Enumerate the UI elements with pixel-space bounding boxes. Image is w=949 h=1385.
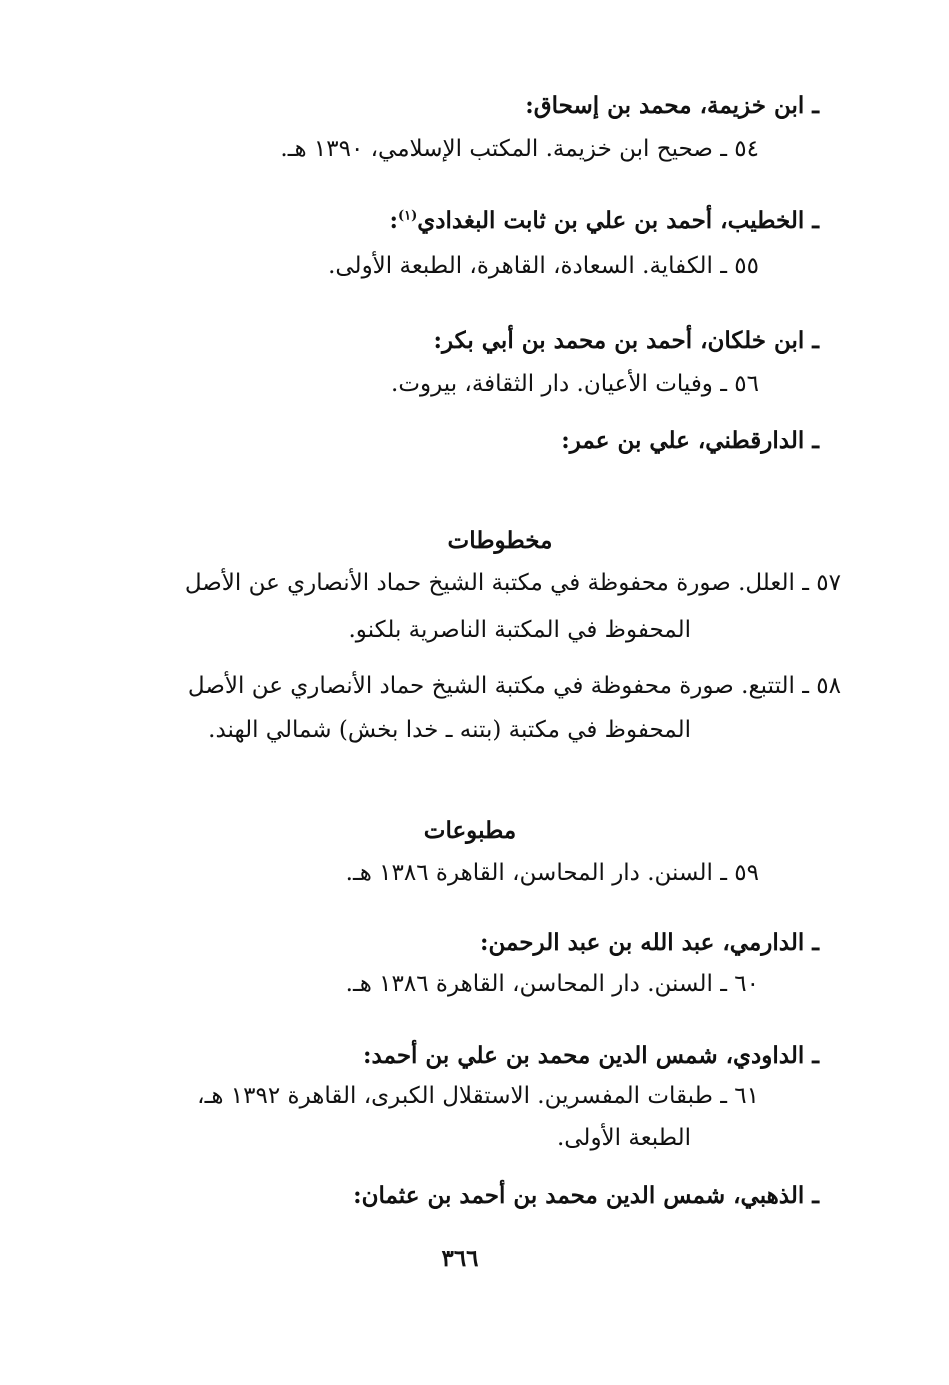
bibliography-item-continuation: المحفوظ في المكتبة الناصرية بلكنو. <box>348 617 691 643</box>
author-heading: ـ الذهبي، شمس الدين محمد بن أحمد بن عثمان: <box>353 1182 819 1209</box>
bibliography-item: ٥٦ ـ وفيات الأعيان. دار الثقافة، بيروت. <box>391 371 759 397</box>
author-heading: ـ الداودي، شمس الدين محمد بن علي بن أحمد: <box>362 1042 819 1069</box>
page-number: ٣٦٦ <box>441 1245 479 1272</box>
author-heading: ـ الدارقطني، علي بن عمر: <box>561 427 819 454</box>
bibliography-item: ٥٥ ـ الكفاية. السعادة، القاهرة، الطبعة الأولى. <box>328 253 759 279</box>
author-heading: ـ الدارمي، عبد الله بن عبد الرحمن: <box>480 929 819 956</box>
bibliography-item: ٦١ ـ طبقات المفسرين. الاستقلال الكبرى، القاهرة ١٣٩٢ هـ، <box>197 1083 759 1109</box>
author-heading: ـ ابن خزيمة، محمد بن إسحاق: <box>525 92 819 119</box>
author-heading: ـ ابن خلكان، أحمد بن محمد بن أبي بكر: <box>433 327 819 354</box>
bibliography-item: ٥٤ ـ صحيح ابن خزيمة. المكتب الإسلامي، ١٣٩٠ هـ. <box>280 136 759 162</box>
section-heading: مخطوطات <box>447 527 553 554</box>
bibliography-item: ٥٨ ـ التتبع. صورة محفوظة في مكتبة الشيخ حماد الأنصاري عن الأصل <box>187 673 841 699</box>
footnote-marker: (١) <box>398 208 418 224</box>
section-heading: مطبوعات <box>423 817 517 844</box>
bibliography-item: ٥٧ ـ العلل. صورة محفوظة في مكتبة الشيخ حماد الأنصاري عن الأصل <box>184 570 841 596</box>
bibliography-item: ٦٠ ـ السنن. دار المحاسن، القاهرة ١٣٨٦ هـ. <box>345 971 759 997</box>
bibliography-item-continuation: المحفوظ في مكتبة (بتنه ـ خدا بخش) شمالي الهند. <box>208 717 691 743</box>
author-colon: : <box>389 207 398 234</box>
author-name: ـ الخطيب، أحمد بن علي بن ثابت البغدادي <box>417 207 819 234</box>
bibliography-item: ٥٩ ـ السنن. دار المحاسن، القاهرة ١٣٨٦ هـ. <box>345 860 759 886</box>
bibliography-item-continuation: الطبعة الأولى. <box>556 1125 691 1151</box>
author-heading <box>390 205 820 237</box>
